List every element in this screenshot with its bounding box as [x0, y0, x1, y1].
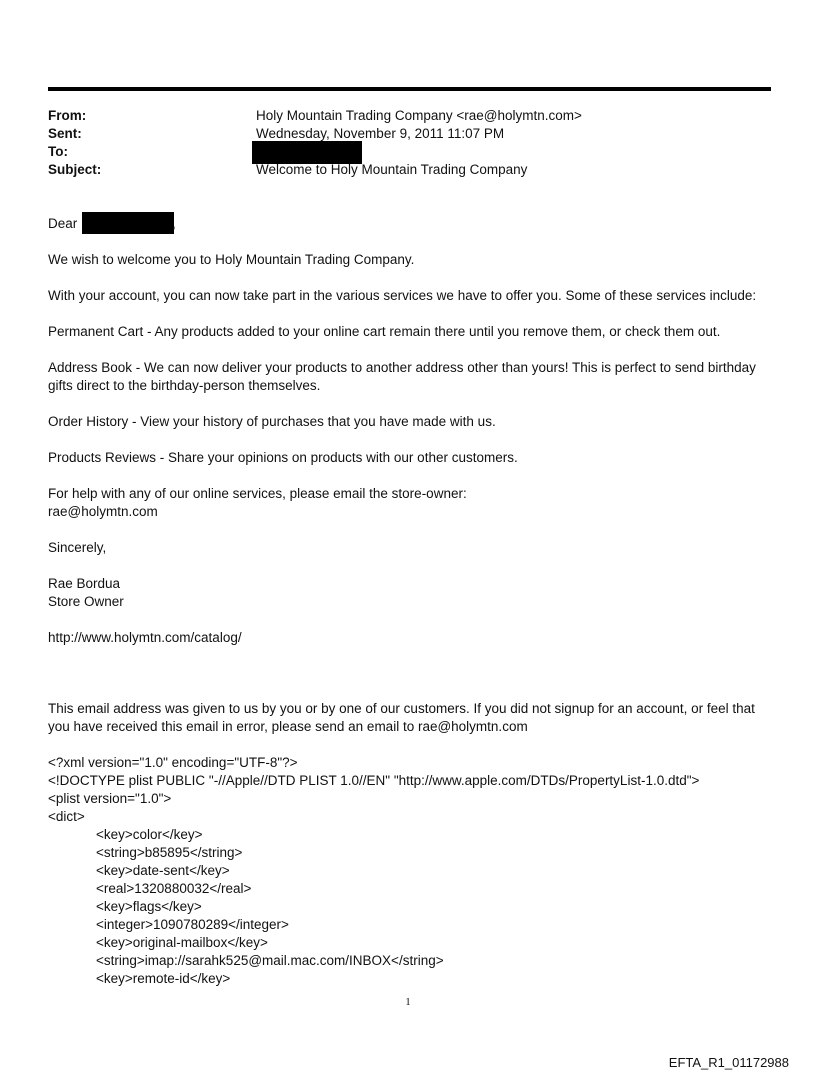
address-book-line-2: gifts direct to the birthday-person themselves. [48, 378, 321, 393]
closing: Sincerely, [48, 540, 107, 555]
header-divider [48, 87, 771, 91]
redaction-box-greeting-name [82, 212, 174, 234]
catalog-url: http://www.holymtn.com/catalog/ [48, 630, 242, 645]
document-id: EFTA_R1_01172988 [668, 1055, 789, 1070]
address-book-line-1: Address Book - We can now deliver your products to another address other than yours! This is perfect to send birthday [48, 360, 756, 375]
permanent-cart-paragraph: Permanent Cart - Any products added to your online cart remain there until you remove them, or check them out. [48, 324, 721, 339]
xml-line: <key>remote-id</key> [96, 971, 231, 986]
xml-line: <key>date-sent</key> [96, 863, 230, 878]
xml-line: <string>imap://sarahk525@mail.mac.com/INBOX</string> [96, 953, 444, 968]
greeting-comma: , [172, 216, 176, 231]
subject-row [48, 161, 768, 179]
sent-label: Sent: [48, 126, 82, 141]
help-email: rae@holymtn.com [48, 504, 158, 519]
order-history-paragraph: Order History - View your history of purchases that you have made with us. [48, 414, 496, 429]
signer-title: Store Owner [48, 594, 124, 609]
signer-name: Rae Bordua [48, 576, 121, 591]
xml-line: <string>b85895</string> [96, 845, 243, 860]
welcome-paragraph: We wish to welcome you to Holy Mountain Trading Company. [48, 252, 415, 267]
xml-line: <dict> [48, 809, 85, 824]
to-label: To: [48, 144, 68, 159]
disclaimer-line-1: This email address was given to us by you or by one of our customers. If you did not signup for an account, or feel that [48, 701, 755, 716]
from-row [48, 107, 768, 125]
to-row [48, 143, 768, 161]
subject-label: Subject: [48, 162, 102, 177]
xml-line: <!DOCTYPE plist PUBLIC "-//Apple//DTD PLIST 1.0//EN" "http://www.apple.com/DTDs/PropertyList-1.0.dtd"> [48, 773, 700, 788]
from-label: From: [48, 108, 87, 123]
product-reviews-paragraph: Products Reviews - Share your opinions on products with our other customers. [48, 450, 518, 465]
from-value: Holy Mountain Trading Company <rae@holymtn.com> [256, 108, 582, 123]
sent-row [48, 125, 768, 143]
subject-value: Welcome to Holy Mountain Trading Company [256, 162, 528, 177]
xml-line: <plist version="1.0"> [48, 791, 172, 806]
xml-plist-block [48, 754, 773, 988]
xml-line: <key>original-mailbox</key> [96, 935, 268, 950]
help-line-1: For help with any of our online services, please email the store-owner: [48, 486, 467, 501]
xml-line: <real>1320880032</real> [96, 881, 252, 896]
services-intro-paragraph: With your account, you can now take part in the various services we have to offer you. Some of these services include: [48, 288, 757, 303]
xml-line: <integer>1090780289</integer> [96, 917, 289, 932]
disclaimer-line-2: you have received this email in error, please send an email to rae@holymtn.com [48, 719, 528, 734]
sent-value: Wednesday, November 9, 2011 11:07 PM [256, 126, 505, 141]
greeting-word: Dear [48, 216, 78, 231]
page-number: 1 [405, 996, 411, 1008]
xml-line: <key>flags</key> [96, 899, 202, 914]
xml-line: <?xml version="1.0" encoding="UTF-8"?> [48, 755, 298, 770]
xml-line: <key>color</key> [96, 827, 203, 842]
